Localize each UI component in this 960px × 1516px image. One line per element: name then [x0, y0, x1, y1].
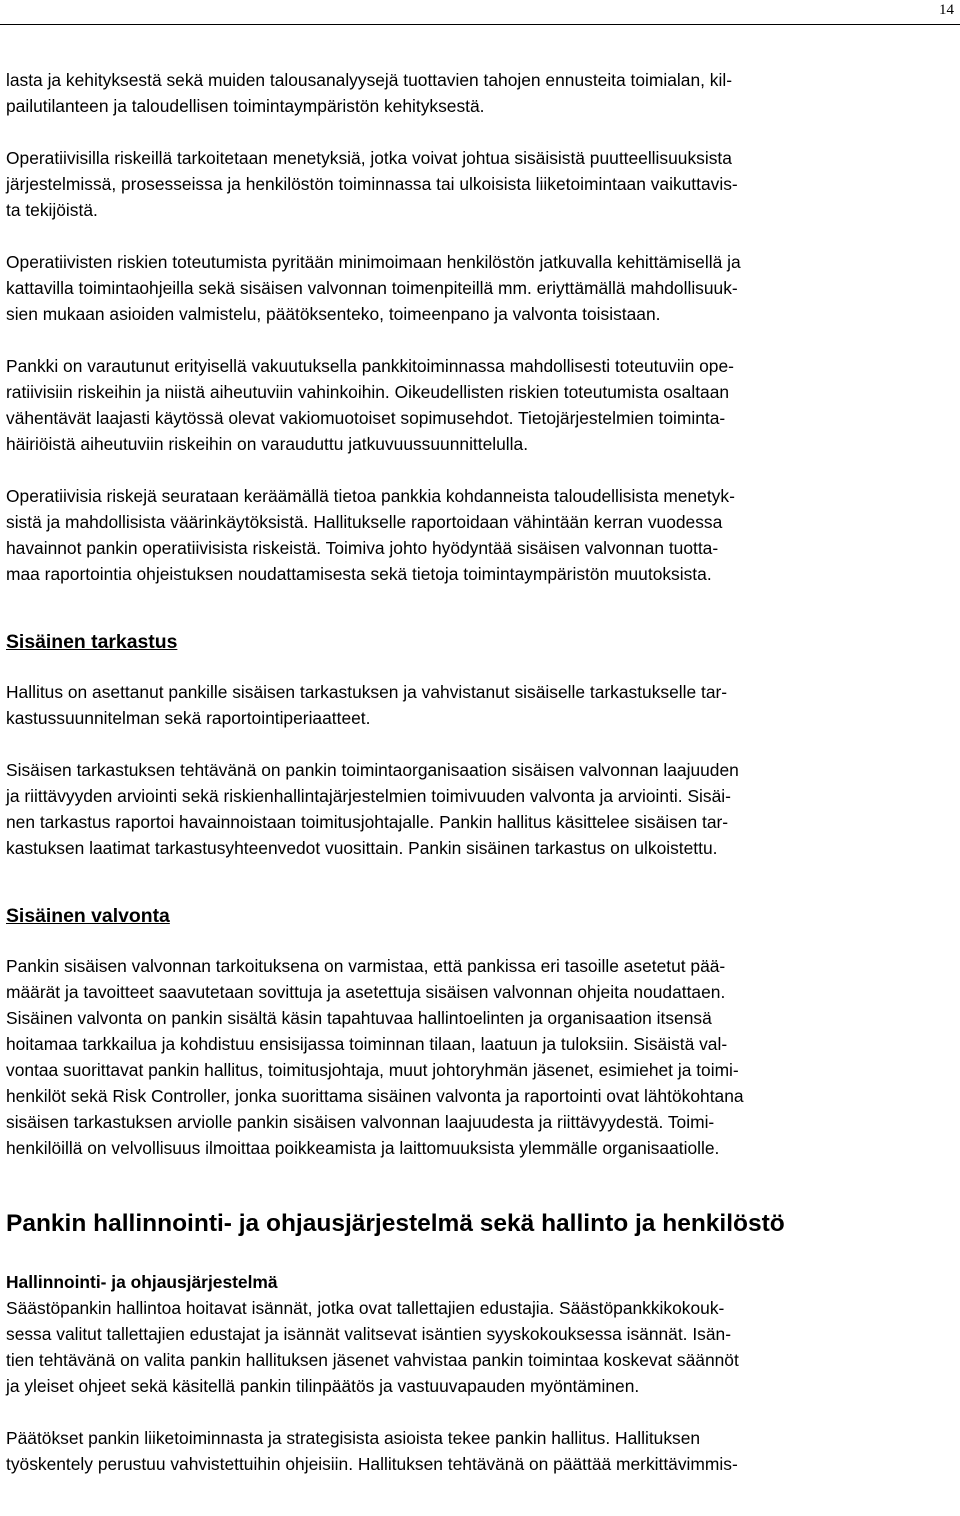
- heading-sisainen-tarkastus: Sisäinen tarkastus: [6, 631, 178, 653]
- text-line: kattavilla toimintaohjeilla sekä sisäisen valvonnan toimenpiteillä mm. eriyttämällä mahdollisuuk-: [6, 278, 738, 298]
- text-line: ja riittävyyden arviointi sekä riskienhallintajärjestelmien toimivuuden valvonta ja arviointi. Sisäi-: [6, 786, 731, 806]
- paragraph-isannat: [6, 1295, 956, 1399]
- paragraph-tarkastussuunnitelma: [6, 679, 956, 731]
- heading-sisainen-valvonta: Sisäinen valvonta: [6, 905, 170, 927]
- text-line: Pankin sisäisen valvonnan tarkoituksena on varmistaa, että pankissa eri tasoille asetetut pää-: [6, 956, 726, 976]
- text-line: Hallitus on asettanut pankille sisäisen tarkastuksen ja vahvistanut sisäiselle tarkastukselle tar-: [6, 682, 728, 702]
- text-line: ratiivisiin riskeihin ja niistä aiheutuviin vahinkoihin. Oikeudellisten riskien toteutumista osaltaan: [6, 382, 730, 402]
- text-line: määrät ja tavoitteet saavutetaan sovittuja ja asetettuja sisäisen valvonnan ohjeita noudattaen.: [6, 982, 726, 1002]
- text-line: kastussuunnitelman sekä raportointiperiaatteet.: [6, 708, 371, 728]
- text-line: Päätökset pankin liiketoiminnasta ja strategisista asioista tekee pankin hallitus. Hallituksen: [6, 1428, 701, 1448]
- text-line: Sisäisen tarkastuksen tehtävänä on pankin toimintaorganisaation sisäisen valvonnan laajuuden: [6, 760, 739, 780]
- text-line: Operatiivisilla riskeillä tarkoitetaan menetyksiä, jotka voivat johtua sisäisistä puutteellisuuksista: [6, 148, 732, 168]
- header-rule: [0, 24, 960, 25]
- paragraph-hallitus: [6, 1425, 956, 1477]
- text-line: Operatiivisten riskien toteutumista pyritään minimoimaan henkilöstön jatkuvalla kehittämisellä ja: [6, 252, 741, 272]
- page-number: 14: [939, 2, 954, 18]
- subheading-hallinnointi-ja-ohjausjarjestelma: Hallinnointi- ja ohjausjärjestelmä: [6, 1272, 278, 1292]
- text-line: tien tehtävänä on valita pankin hallituksen jäsenet vahvistaa pankin toimintaa koskevat säännöt: [6, 1350, 739, 1370]
- text-line: pailutilanteen ja taloudellisen toimintaympäristön kehityksestä.: [6, 96, 485, 116]
- text-line: sessa valitut tallettajien edustajat ja isännät valitsevat isäntien syyskokouksessa isännät. Isän-: [6, 1324, 731, 1344]
- text-line: kastuksen laatimat tarkastusyhteenvedot vuosittain. Pankin sisäinen tarkastus on ulkoistettu.: [6, 838, 718, 858]
- heading-hallinnointi-ja-henkilosto: Pankin hallinnointi- ja ohjausjärjestelmä sekä hallinto ja henkilöstö: [6, 1210, 785, 1237]
- paragraph-valvonnan-tarkoitus: [6, 953, 956, 1161]
- paragraph-toimiala-ennusteet: [6, 67, 956, 119]
- text-line: järjestelmissä, prosesseissa ja henkilöstön toiminnassa tai ulkoisista liiketoimintaan vaikuttavis-: [6, 174, 738, 194]
- paragraph-tarkastuksen-tehtava: [6, 757, 956, 861]
- text-line: hoitamaa tarkkailua ja kohdistuu ensisijassa toiminnan tilaan, laatuun ja tuloksiin. Sisäistä val-: [6, 1034, 728, 1054]
- text-line: vontaa suorittavat pankin hallitus, toimitusjohtaja, muut johtoryhmän jäsenet, esimiehet ja toimi-: [6, 1060, 739, 1080]
- text-line: Säästöpankin hallintoa hoitavat isännät, jotka ovat tallettajien edustajia. Säästöpankkikokouk-: [6, 1298, 725, 1318]
- paragraph-riskien-minimointi: [6, 249, 956, 327]
- text-line: sistä ja mahdollisista väärinkäytöksistä. Hallitukselle raportoidaan vähintään kerran vuodessa: [6, 512, 723, 532]
- text-line: ta tekijöistä.: [6, 200, 98, 220]
- text-line: maa raportointia ohjeistuksen noudattamisesta sekä tietoja toimintaympäristön muutoksista.: [6, 564, 712, 584]
- text-line: sien mukaan asioiden valmistelu, päätöksenteko, toimeenpano ja valvonta toisistaan.: [6, 304, 661, 324]
- text-line: sisäisen tarkastuksen arviolle pankin sisäisen valvonnan laajuudesta ja riittävyydestä. Toimi-: [6, 1112, 715, 1132]
- text-line: nen tarkastus raportoi havainnoistaan toimitusjohtajalle. Pankin hallitus käsittelee sisäisen tar-: [6, 812, 729, 832]
- text-line: Pankki on varautunut erityisellä vakuutuksella pankkitoiminnassa mahdollisesti toteutuviin ope-: [6, 356, 734, 376]
- text-line: henkilöt sekä Risk Controller, jonka suorittama sisäinen valvonta ja raportointi ovat lähtökohtana: [6, 1086, 744, 1106]
- text-line: Sisäinen valvonta on pankin sisältä käsin tapahtuvaa hallintoelinten ja organisaation itsensä: [6, 1008, 712, 1028]
- page-content: [6, 67, 956, 1477]
- paragraph-riskien-seuranta: [6, 483, 956, 587]
- paragraph-vakuutus: [6, 353, 956, 457]
- text-line: häiriöistä aiheutuviin riskeihin on varauduttu jatkuvuussuunnittelulla.: [6, 434, 529, 454]
- text-line: Operatiivisia riskejä seurataan keräämällä tietoa pankkia kohdanneista taloudellisista menetyk-: [6, 486, 735, 506]
- text-line: lasta ja kehityksestä sekä muiden talousanalyysejä tuottavien tahojen ennusteita toimialan, kil-: [6, 70, 732, 90]
- text-line: ja yleiset ohjeet sekä käsitellä pankin tilinpäätös ja vastuuvapauden myöntäminen.: [6, 1376, 640, 1396]
- text-line: työskentely perustuu vahvistettuihin ohjeisiin. Hallituksen tehtävänä on päättää merkittävimmis-: [6, 1454, 738, 1474]
- text-line: havainnot pankin operatiivisista riskeistä. Toimiva johto hyödyntää sisäisen valvonnan tuotta-: [6, 538, 719, 558]
- paragraph-operatiiviset-riskit-maaritelma: [6, 145, 956, 223]
- text-line: vähentävät laajasti käytössä olevat vakiomuotoiset sopimusehdot. Tietojärjestelmien toiminta-: [6, 408, 726, 428]
- text-line: henkilöillä on velvollisuus ilmoittaa poikkeamista ja laittomuuksista ylemmälle organisaatiolle.: [6, 1138, 720, 1158]
